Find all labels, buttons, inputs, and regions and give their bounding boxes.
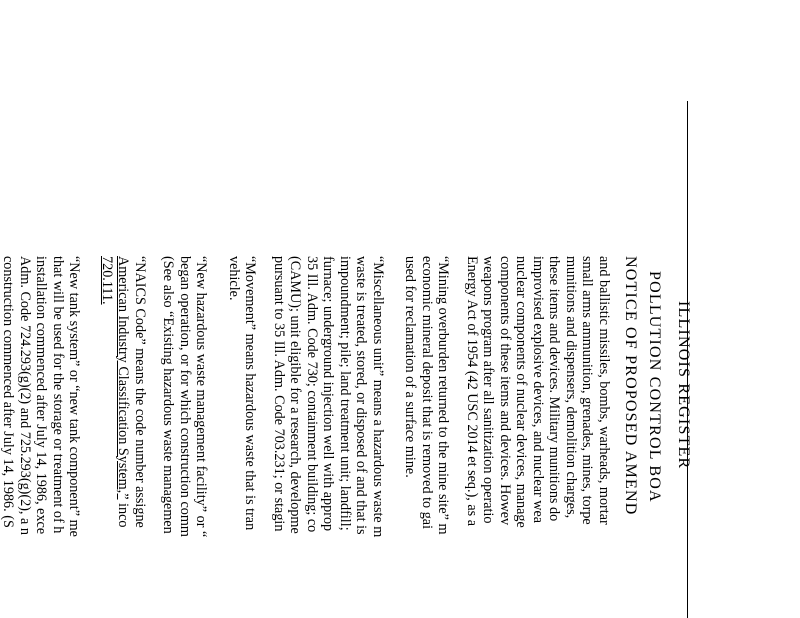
notice-title: NOTICE OF PROPOSED AMEND bbox=[622, 256, 639, 516]
text-line: installation commenced after July 14, 1986, exce bbox=[33, 256, 50, 535]
text-line: “Miscellaneous unit” means a hazardous waste m bbox=[370, 256, 386, 538]
rotated-register-sheet bbox=[0, 56, 700, 618]
text-line: construction commenced after July 14, 1986. (S bbox=[0, 256, 17, 528]
text-line: began operation, or for which construction comm bbox=[177, 256, 193, 537]
underlined-insert: American Industry Classification System,” bbox=[115, 256, 132, 500]
text-line: these items and devices. Military munitions do bbox=[546, 256, 563, 522]
register-title: ILLINOIS REGISTER bbox=[675, 301, 692, 470]
text-line: “New tank system” or “new tank component” me bbox=[66, 256, 83, 537]
line-text: inco bbox=[115, 499, 132, 528]
text-line: that will be used for the storage or treatment of h bbox=[50, 256, 66, 534]
paragraph-mining-overburden bbox=[402, 256, 452, 618]
paragraph-new-facility bbox=[160, 256, 210, 618]
text-line: (See also “Existing hazardous waste managemen bbox=[160, 256, 177, 534]
text-line: “Movement” means hazardous waste that is tran bbox=[242, 256, 259, 531]
board-title: POLLUTION CONTROL BOA bbox=[646, 271, 663, 503]
text-line: used for reclamation of a surface mine. bbox=[402, 256, 419, 478]
text-line: and ballistic missiles, bombs, warheads, mortar bbox=[596, 256, 612, 525]
paragraph-movement bbox=[226, 256, 259, 618]
text-line: “Mining overburden returned to the mine site” m bbox=[435, 256, 452, 535]
underlined-insert: 720.111. bbox=[99, 256, 115, 305]
text-line: munitions and dispensers, demolition charges, bbox=[563, 256, 579, 519]
text-line: waste is treated, stored, or disposed of and that is bbox=[353, 256, 370, 535]
text-line bbox=[99, 256, 116, 618]
text-line bbox=[132, 256, 149, 618]
text-line: weapons program after all sanitization operatio bbox=[480, 256, 497, 524]
paragraph-naics-code bbox=[99, 256, 149, 618]
text-line: components of these items and devices. Howev bbox=[497, 256, 513, 526]
text-line: vehicle. bbox=[226, 256, 242, 301]
paragraph-new-tank-system bbox=[0, 256, 83, 618]
paragraph-miscellaneous-unit bbox=[271, 256, 387, 618]
text-line: Energy Act of 1954 (42 USC 2014 et seq.), as a bbox=[464, 256, 480, 527]
line-text: “NAICS Code” means the code number assigne bbox=[132, 256, 148, 528]
text-line: Adm. Code 724.293(g)(2) and 725.293(g)(2), a n bbox=[17, 256, 33, 535]
text-line bbox=[115, 256, 132, 618]
text-line: nuclear components of nuclear devices, manage bbox=[513, 256, 530, 528]
text-line: (CAMU); unit eligible for a research, developme bbox=[287, 256, 304, 534]
text-line: improvised explosive devices, and nuclear wea bbox=[530, 256, 546, 524]
text-line: impoundment; pile; land treatment unit; landfill; bbox=[337, 256, 353, 531]
text-line: economic mineral deposit that is removed to gai bbox=[419, 256, 435, 530]
document-body bbox=[0, 256, 612, 618]
text-line: pursuant to 35 Ill. Adm. Code 703.231; or stagin bbox=[271, 256, 287, 532]
text-line: “New hazardous waste management facility” or “ bbox=[193, 256, 210, 538]
text-line: small arms ammunition, grenades, mines, torpe bbox=[579, 256, 596, 525]
text-line: furnace; underground injection well with approp bbox=[320, 256, 337, 532]
text-line: 35 Ill. Adm. Code 730; containment building; co bbox=[304, 256, 320, 533]
paragraph-military-munitions bbox=[464, 256, 613, 618]
